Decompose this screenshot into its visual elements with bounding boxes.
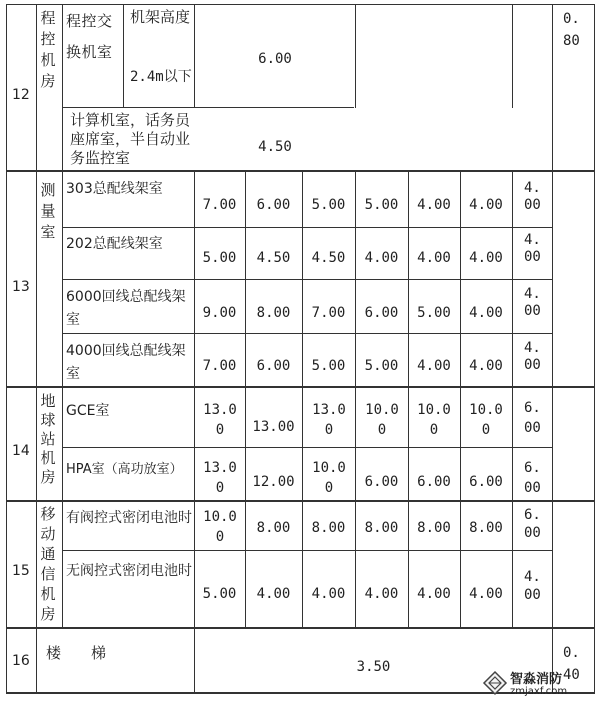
value-cell: 8.00 — [256, 520, 291, 536]
value-cell: 4.00 — [524, 180, 541, 213]
watermark-logo — [482, 666, 596, 704]
value-cell: 4.00 — [417, 197, 451, 213]
group-label-14: 地球站机房 — [40, 392, 56, 486]
value-cell: 10.00 — [417, 402, 451, 438]
value-cell: 4.00 — [311, 586, 346, 602]
room-label: GCE室 — [66, 403, 110, 419]
value-cell: 8.00 — [417, 520, 451, 536]
value-cell: 10.00 — [203, 509, 237, 545]
value-cell: 6.00 — [469, 474, 503, 490]
value-cell: 4.50 — [256, 250, 291, 266]
value-cell: 4.00 — [364, 586, 399, 602]
room-label: 程控交换机室 — [66, 12, 113, 61]
room-label: 6000回线总配线架室 — [66, 289, 186, 328]
rack-height-label: 机架高度 — [130, 8, 191, 26]
value-cell: 12.00 — [252, 474, 295, 490]
value-cell: 4.00 — [417, 250, 451, 266]
value-cell: 6.00 — [258, 51, 292, 67]
value-cell: 10.00 — [312, 460, 346, 496]
value-cell: 6.00 — [364, 474, 399, 490]
room-label: 303总配线架室 — [66, 181, 163, 197]
group-label-12: 程控机房 — [40, 9, 56, 90]
value-cell: 7.00 — [202, 358, 237, 374]
value-cell: 4.00 — [364, 250, 399, 266]
room-label: 楼 梯 — [46, 644, 107, 662]
value-cell: 0.40 — [563, 645, 580, 683]
value-cell: 4.00 — [469, 358, 503, 374]
group-label-13: 测量室 — [40, 181, 56, 241]
value-cell: 0.80 — [563, 11, 580, 49]
value-cell: 13.00 — [203, 460, 237, 496]
value-cell: 5.00 — [364, 358, 399, 374]
row-number-14: 14 — [12, 443, 30, 459]
room-label: 4000回线总配线架室 — [66, 343, 186, 382]
room-label: 计算机室，话务员座席室，半自动业务监控室 — [70, 111, 191, 167]
value-cell: 6.00 — [256, 197, 291, 213]
value-cell: 6.00 — [417, 474, 451, 490]
value-cell: 4.00 — [469, 197, 503, 213]
value-cell: 3.50 — [356, 659, 391, 675]
value-cell: 7.00 — [311, 305, 346, 321]
room-label: 无阀控式密闭电池时 — [66, 563, 192, 579]
value-cell: 8.00 — [469, 520, 503, 536]
logo-icon — [482, 670, 508, 696]
value-cell: 4.00 — [524, 286, 541, 319]
value-cell: 6.00 — [364, 305, 399, 321]
value-cell: 8.00 — [256, 305, 291, 321]
group-label-15: 移动通信机房 — [40, 505, 56, 623]
value-cell: 5.00 — [364, 197, 399, 213]
value-cell: 5.00 — [311, 197, 346, 213]
row-number-12: 12 — [12, 87, 30, 103]
value-cell: 4.00 — [469, 586, 503, 602]
value-cell: 4.50 — [258, 139, 292, 155]
value-cell: 4.50 — [311, 250, 346, 266]
value-cell: 4.00 — [469, 250, 503, 266]
value-cell: 8.00 — [364, 520, 399, 536]
value-cell: 6.00 — [524, 460, 541, 496]
value-cell: 13.00 — [252, 419, 295, 435]
value-cell: 4.00 — [256, 586, 291, 602]
room-label: 有阀控式密闭电池时 — [66, 510, 192, 526]
value-cell: 9.00 — [202, 305, 237, 321]
value-cell: 7.00 — [202, 197, 237, 213]
value-cell: 13.00 — [312, 402, 346, 438]
value-cell: 5.00 — [202, 586, 237, 602]
value-cell: 4.00 — [524, 232, 541, 265]
room-label: HPA室（高功放室） — [66, 462, 183, 477]
row-number-13: 13 — [12, 279, 30, 295]
value-cell: 5.00 — [202, 250, 237, 266]
value-cell: 13.00 — [203, 402, 237, 438]
value-cell: 5.00 — [311, 358, 346, 374]
value-cell: 5.00 — [417, 305, 451, 321]
watermark-url: zmjaxf.com — [510, 686, 568, 697]
room-label: 202总配线架室 — [66, 236, 163, 252]
value-cell: 4.00 — [417, 358, 451, 374]
value-cell: 4.00 — [469, 305, 503, 321]
watermark-name: 智淼消防 — [510, 672, 563, 687]
value-cell: 6.00 — [524, 400, 541, 436]
rack-height-value: 2.4m以下 — [130, 69, 192, 85]
row-number-16: 16 — [12, 653, 30, 669]
value-cell: 10.00 — [365, 402, 399, 438]
value-cell: 4.00 — [524, 569, 541, 603]
value-cell: 4.00 — [417, 586, 451, 602]
value-cell: 6.00 — [524, 507, 541, 541]
value-cell: 10.00 — [469, 402, 503, 438]
value-cell: 8.00 — [311, 520, 346, 536]
value-cell: 6.00 — [256, 358, 291, 374]
value-cell: 4.00 — [524, 340, 541, 373]
row-number-15: 15 — [12, 563, 30, 579]
